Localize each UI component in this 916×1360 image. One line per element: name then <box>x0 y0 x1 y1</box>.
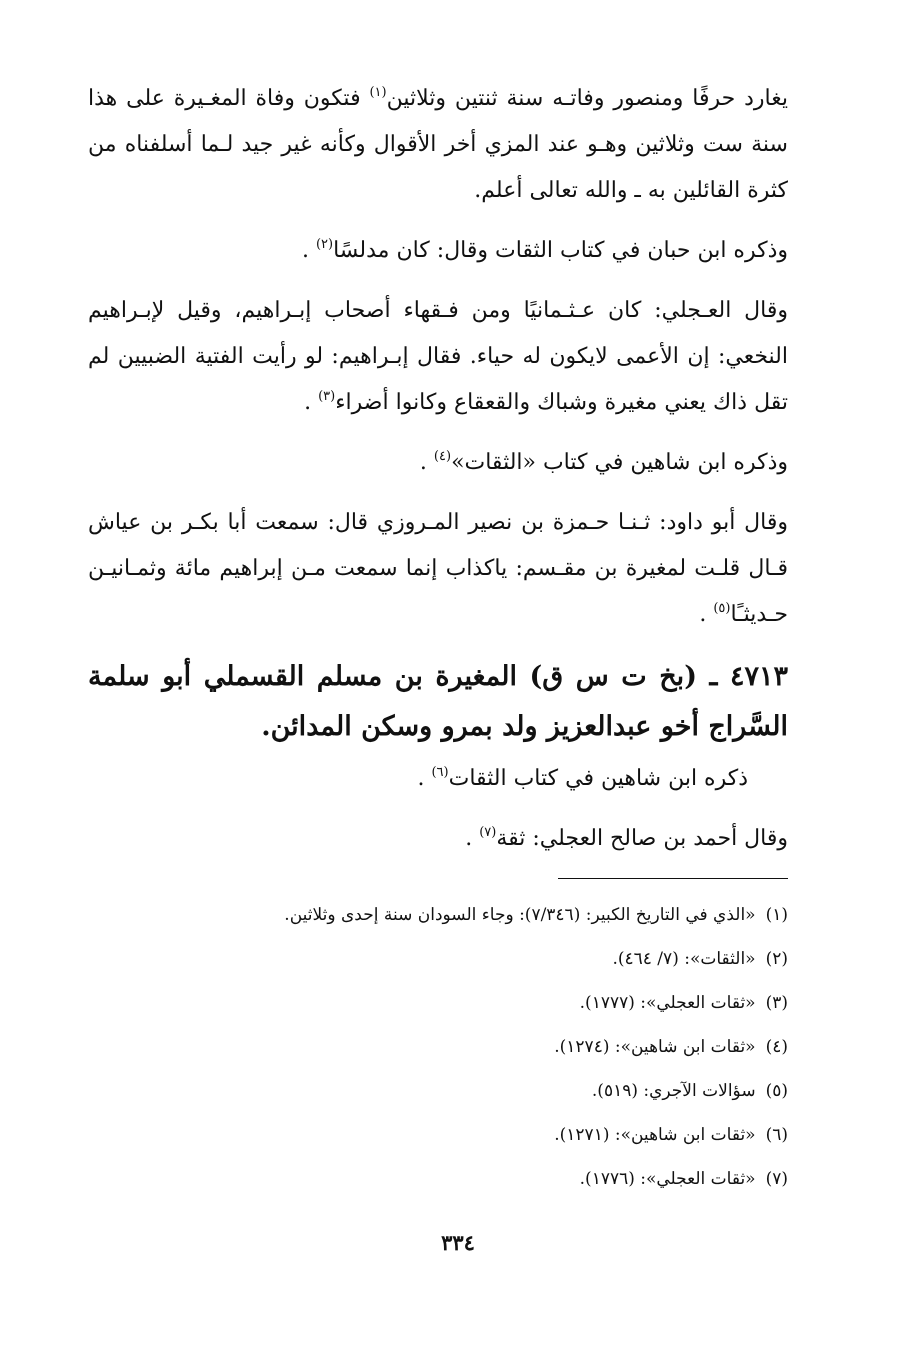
paragraph-1: يغارد حرفًا ومنصور وفاتـه سنة ثنتين وثلاثين$^{(١)}$ فتكون وفاة المغـيرة على هذا سنة ست وثلاثين وهـو عند المزي أخر الأقوال وكأنه غير جيد لـما أسلفناه من كثرة القائلين به ـ والله تعالى أعلم. <box>88 85 788 203</box>
footnote-ref-3[interactable]: (٣) <box>318 389 336 404</box>
footnote-ref-2[interactable]: (٢) <box>315 237 334 252</box>
entry-heading: ٤٧١٣ ـ (بخ ت س ق) المغيرة بن مسلم القسملي أبو سلمة السَّراج أخو عبدالعزيز ولد بمرو وسكن المدائن. <box>88 661 788 742</box>
footnote-1 <box>88 893 788 937</box>
footnote-7 <box>88 1157 788 1201</box>
footnote-ref-1[interactable]: (١) <box>369 85 387 100</box>
footnote-5 <box>88 1069 788 1113</box>
paragraph-3: وقال العـجلي: كان عـثـمانيًا ومن فـقهاء أصحاب إبـراهيم، وقيل لإبـراهيم النخعي: إن الأعمى لايكون له حياء. فقال إبـراهيم: لو رأيت الفتية الضبيين لم تقل ذاك يعني مغيرة وشباك والقعقاع وكانوا أضراء$^{(٣)}$ . <box>88 298 788 415</box>
page-number: ٣٣٤ <box>441 1230 475 1255</box>
footnote-ref-5[interactable]: (٥) <box>713 601 731 616</box>
footnote-6 <box>88 1113 788 1157</box>
footnote-text: «ثقات ابن شاهين»: (١٢٧٤). <box>554 1037 756 1057</box>
footnote-number: (٤) <box>765 1037 788 1057</box>
footnote-ref-7[interactable]: (٧) <box>479 825 497 840</box>
footnote-number: (٦) <box>765 1125 788 1145</box>
footnote-number: (٥) <box>765 1081 788 1101</box>
entry-paragraph-1: ذكره ابن شاهين في كتاب الثقات$^{(٦)}$ . <box>417 765 748 791</box>
paragraph-4: وذكره ابن شاهين في كتاب «الثقات»$^{(٤)}$ . <box>419 449 788 475</box>
footnote-text: «ثقات ابن شاهين»: (١٢٧١). <box>554 1125 756 1145</box>
footnote-divider <box>558 878 788 879</box>
footnote-text: «الذي في التاريخ الكبير: (٧/٣٤٦): وجاء السودان سنة إحدى وثلاثين. <box>284 905 756 925</box>
entry-paragraph-2: وقال أحمد بن صالح العجلي: ثقة$^{(٧)}$ . <box>465 825 788 851</box>
footnote-text: «الثقات»: (٧/ ٤٦٤). <box>612 949 756 969</box>
paragraph-2: وذكره ابن حبان في كتاب الثقات وقال: كان مدلسًا$^{(٢)}$ . <box>301 237 788 263</box>
footnote-number: (٧) <box>765 1169 788 1189</box>
footnote-text: «ثقات العجلي»: (١٧٧٦). <box>579 1169 756 1189</box>
footnote-text: سؤالات الآجري: (٥١٩). <box>591 1081 756 1101</box>
footnote-number: (٣) <box>765 993 788 1013</box>
footnotes-list <box>88 893 788 1201</box>
footnote-2 <box>88 937 788 981</box>
footnote-4 <box>88 1025 788 1069</box>
footnote-ref-4[interactable]: (٤) <box>433 449 452 464</box>
paragraph-5: وقال أبو داود: ثـنـا حـمزة بن نصير المـروزي قال: سمعت أبا بكـر بن عياش قـال قلـت لمغيرة بن مقـسم: ياكذاب إنما سمعت مـن إبراهيم مائة وثمـانيـن حـديثـًا$^{(٥)}$ . <box>88 510 788 627</box>
footnote-number: (٢) <box>765 949 788 969</box>
page-body <box>88 76 788 1201</box>
footnote-number: (١) <box>765 905 788 925</box>
footnote-text: «ثقات العجلي»: (١٧٧٧). <box>579 993 756 1013</box>
footnote-3 <box>88 981 788 1025</box>
footnote-ref-6[interactable]: (٦) <box>431 765 449 780</box>
